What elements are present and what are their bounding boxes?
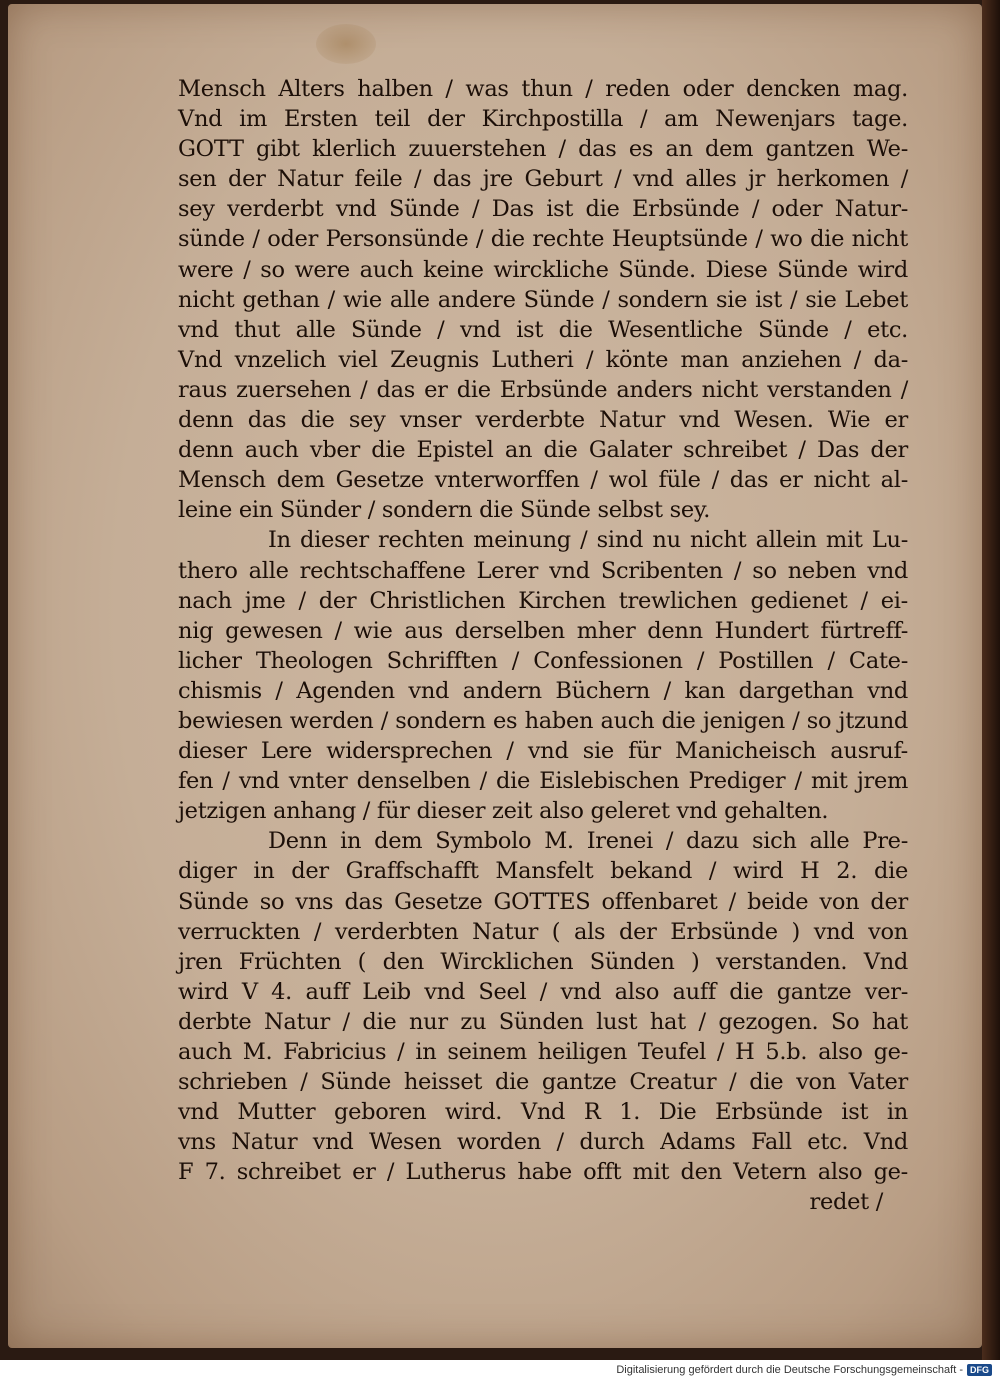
text-line: fen / vnd vnter denselben / die Eislebischen Prediger / mit jrem <box>178 768 908 795</box>
catchword-line: redet / <box>809 1189 883 1216</box>
text-line: were / so were auch keine wirckliche Sünde. Diese Sünde wird <box>178 256 908 283</box>
book-spine-edge <box>982 0 1000 1360</box>
text-line: thero alle rechtschaffene Lerer vnd Scribenten / so neben vnd <box>178 557 908 584</box>
paragraph-start-line: Denn in dem Symbolo M. Irenei / dazu sich alle Pre- <box>268 828 908 855</box>
text-line: jetzigen anhang / für dieser zeit also geleret vnd gehalten. <box>178 798 829 825</box>
page-text-block <box>178 74 908 1218</box>
text-line: Mensch Alters halben / was thun / reden oder dencken mag. <box>178 76 908 102</box>
page-stain <box>316 24 376 64</box>
text-line: vns Natur vnd Wesen worden / durch Adams Fall etc. Vnd <box>178 1129 908 1156</box>
text-line: diger in der Graffschafft Mansfelt bekand / wird H 2. die <box>178 858 908 885</box>
text-line: leine ein Sünder / sondern die Sünde selbst sey. <box>178 497 711 524</box>
text-line: licher Theologen Schrifften / Confessionen / Postillen / Cate- <box>178 647 908 674</box>
text-line: Vnd im Ersten teil der Kirchpostilla / am Newenjars tage. <box>178 106 908 133</box>
text-line: raus zuersehen / das er die Erbsünde anders nicht verstanden / <box>178 376 908 403</box>
text-line: derbte Natur / die nur zu Sünden lust hat / gezogen. So hat <box>178 1008 908 1035</box>
text-line: Mensch dem Gesetze vnterworffen / wol füle / das er nicht al- <box>178 467 908 494</box>
text-line: denn auch vber die Epistel an die Galater schreibet / Das der <box>178 437 908 464</box>
text-line: dieser Lere widersprechen / vnd sie für Manicheisch ausruf- <box>178 738 908 765</box>
text-line: vnd thut alle Sünde / vnd ist die Wesentliche Sünde / etc. <box>178 316 908 343</box>
dfg-logo: DFG <box>967 1364 992 1376</box>
paragraph-start-line: In dieser rechten meinung / sind nu nicht allein mit Lu- <box>268 527 908 554</box>
text-line: verruckten / verderbten Natur ( als der Erbsünde ) vnd von <box>178 918 908 945</box>
text-line: nicht gethan / wie alle andere Sünde / sondern sie ist / sie Lebet <box>178 286 908 313</box>
text-line: sünde / oder Personsünde / die rechte Heuptsünde / wo die nicht <box>178 226 908 253</box>
text-line: bewiesen werden / sondern es haben auch die jenigen / so jtzund <box>178 707 908 734</box>
funding-notice: Digitalisierung gefördert durch die Deutsche Forschungsgemeinschaft - <box>616 1363 963 1376</box>
digitization-footer <box>0 1360 1000 1379</box>
text-line: Vnd vnzelich viel Zeugnis Lutheri / könte man anziehen / da- <box>178 346 908 373</box>
text-line: auch M. Fabricius / in seinem heiligen Teufel / H 5.b. also ge- <box>178 1039 908 1065</box>
text-line: sey verderbt vnd Sünde / Das ist die Erbsünde / oder Natur- <box>178 196 908 223</box>
text-line: schrieben / Sünde heisset die gantze Creatur / die von Vater <box>178 1069 908 1096</box>
text-line: denn das die sey vnser verderbte Natur vnd Wesen. Wie er <box>178 407 908 434</box>
text-line: F 7. schreibet er / Lutherus habe offt mit den Vetern also ge- <box>178 1159 908 1186</box>
text-line: jren Früchten ( den Wircklichen Sünden ) verstanden. Vnd <box>178 948 908 975</box>
text-line: nig gewesen / wie aus derselben mher denn Hundert fürtreff- <box>178 617 908 644</box>
text-line: nach jme / der Christlichen Kirchen trewlichen gedienet / ei- <box>178 587 908 614</box>
text-line: sen der Natur feile / das jre Geburt / vnd alles jr herkomen / <box>178 166 908 193</box>
text-line: chismis / Agenden vnd andern Büchern / kan dargethan vnd <box>178 677 908 704</box>
text-line: Sünde so vns das Gesetze GOTTES offenbaret / beide von der <box>178 888 908 915</box>
text-line: vnd Mutter geboren wird. Vnd R 1. Die Erbsünde ist in <box>178 1099 908 1126</box>
text-line: GOTT gibt klerlich zuuerstehen / das es an dem gantzen We- <box>178 136 908 163</box>
book-page <box>8 4 982 1348</box>
text-line: wird V 4. auff Leib vnd Seel / vnd also auff die gantze ver- <box>178 978 908 1005</box>
